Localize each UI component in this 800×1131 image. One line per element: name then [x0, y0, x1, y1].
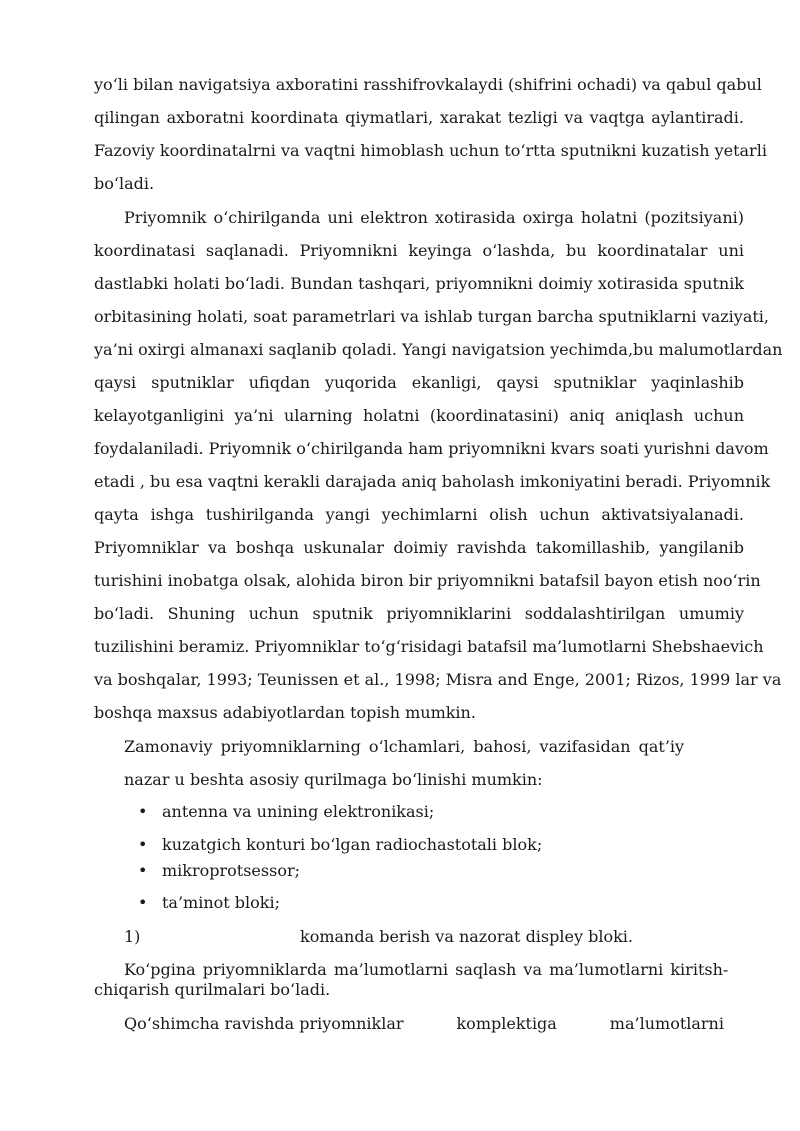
- text-line: bo‘ladi.: [94, 174, 155, 193]
- text-line: yo‘li bilan navigatsiya axboratini rasshifrovkalaydi (shifrini ochadi) va qabul qabul: [94, 75, 762, 94]
- bullet-icon: •: [138, 861, 148, 880]
- text-line: Qo‘shimcha ravishda priyomniklar komplektiga ma’lumotlarni: [124, 1014, 724, 1033]
- text-line: etadi , bu esa vaqtni kerakli darajada aniq baholash imkoniyatini beradi. Priyomnik: [94, 472, 771, 491]
- text-line: qilingan axboratni koordinata qiymatlari, xarakat tezligi va vaqtga aylantiradi.: [94, 108, 744, 127]
- text-line: Priyomniklar va boshqa uskunalar doimiy ravishda takomillashib, yangilanib: [94, 538, 744, 557]
- text-line: orbitasining holati, soat parametrlari va ishlab turgan barcha sputniklarni vaziyati,: [94, 307, 770, 326]
- text-line: foydalaniladi. Priyomnik o‘chirilganda ham priyomnikni kvars soati yurishni davom: [94, 439, 769, 458]
- list-item: • ta’minot bloki;: [138, 893, 280, 912]
- numbered-item-text: komanda berish va nazorat displey bloki.: [300, 927, 633, 946]
- text-line: bo‘ladi. Shuning uchun sputnik priyomniklarini soddalashtirilgan umumiy: [94, 604, 744, 623]
- text-line: chiqarish qurilmalari bo‘ladi.: [94, 980, 331, 999]
- text-line: Priyomnik o‘chirilganda uni elektron xotirasida oxirga holatni (pozitsiyani): [124, 208, 744, 227]
- text-line: va boshqalar, 1993; Teunissen et al., 1998; Misra and Enge, 2001; Rizos, 1999 lar va: [94, 670, 782, 689]
- list-item: • mikroprotsessor;: [138, 861, 300, 880]
- text-line: koordinatasi saqlanadi. Priyomnikni keyinga o‘lashda, bu koordinatalar uni: [94, 241, 744, 260]
- text-line: Zamonaviy priyomniklarning o‘lchamlari, bahosi, vazifasidan qat’iy: [124, 737, 685, 756]
- text-line: dastlabki holati bo‘ladi. Bundan tashqari, priyomnikni doimiy xotirasida sputnik: [94, 274, 744, 293]
- text-line: nazar u beshta asosiy qurilmaga bo‘linishi mumkin:: [124, 770, 543, 789]
- text-line: turishini inobatga olsak, alohida biron bir priyomnikni batafsil bayon etish noo‘rin: [94, 571, 761, 590]
- text-line: Ko‘pgina priyomniklarda ma’lumotlarni saqlash va ma’lumotlarni kiritsh-: [124, 960, 729, 979]
- list-item: • antenna va unining elektronikasi;: [138, 802, 435, 821]
- bullet-icon: •: [138, 802, 148, 821]
- text-line: tuzilishini beramiz. Priyomniklar to‘g‘risidagi batafsil ma’lumotlarni Shebshaevich: [94, 637, 764, 656]
- list-item: • kuzatgich konturi bo‘lgan radiochastotali blok;: [138, 835, 543, 854]
- text-line: ya’ni oxirgi almanaxi saqlanib qoladi. Yangi navigatsion yechimda,bu malumotlardan: [94, 340, 783, 359]
- text-line: boshqa maxsus adabiyotlardan topish mumkin.: [94, 703, 476, 722]
- text-line: Fazoviy koordinatalrni va vaqtni himoblash uchun to‘rtta sputnikni kuzatish yetarli: [94, 141, 767, 160]
- list-number: 1): [124, 927, 141, 946]
- text-line: kelayotganligini ya’ni ularning holatni (koordinatasini) aniq aniqlash uchun: [94, 406, 744, 425]
- text-line: qaysi sputniklar ufiqdan yuqorida ekanligi, qaysi sputniklar yaqinlashib: [94, 373, 744, 392]
- bullet-icon: •: [138, 835, 148, 854]
- bullet-icon: •: [138, 893, 148, 912]
- text-line: qayta ishga tushirilganda yangi yechimlarni olish uchun aktivatsiyalanadi.: [94, 505, 744, 524]
